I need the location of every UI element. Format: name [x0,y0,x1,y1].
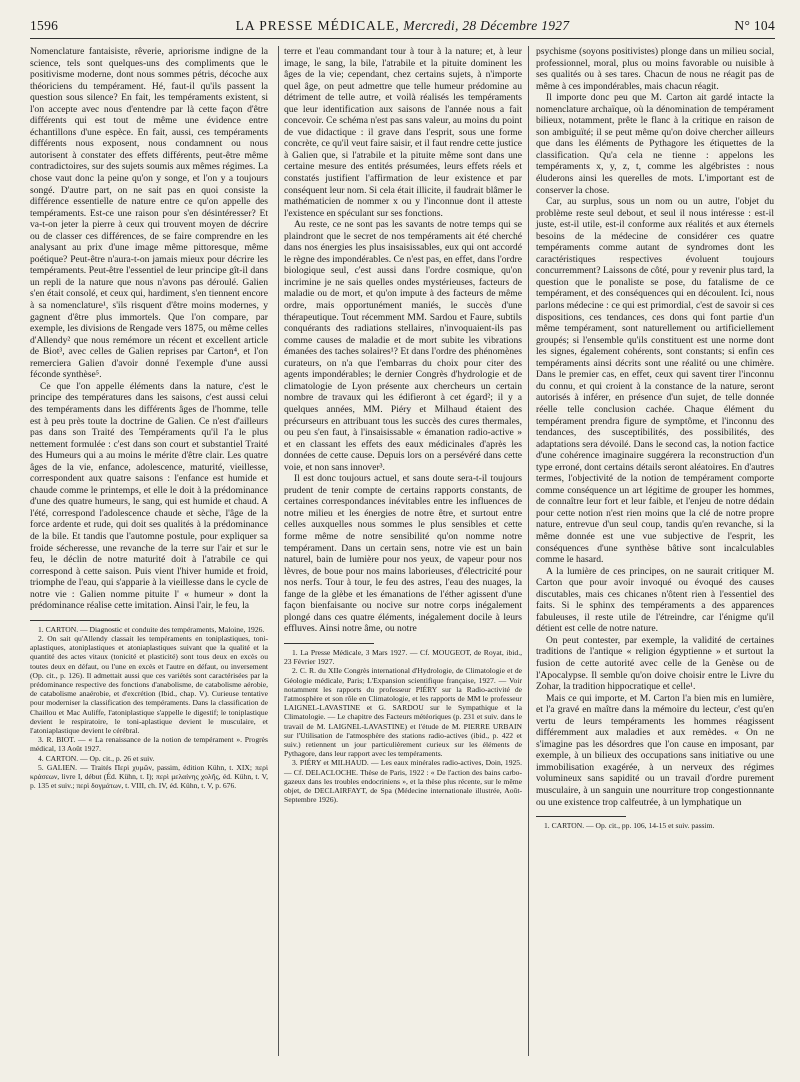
paragraph: Car, au surplus, sous un nom ou un autre, l'objet du problème reste seul debout, et seul il nous intéresse : est-il juste, est-il utile, est-il conforme aux réalités et aux éternels besoins de la médecine de considérer ces quatre tempéraments comme autant de syndromes dont les caractéristiques respectives évoluent toujours concurremment? Laissons de côté, pour y revenir plus tard, la question que le ponaliste se pose, du fatalisme de ce tempérament, et des conséquences qui en découlent. Ici, nous parlons médecine : ce qui est primordial, c'est de savoir si ces dispositions, ces tendances, ces dons qui font partie d'un même tempérament, sont naturellement ou artificiellement groupés; si l'ensemble qu'ils constituent est une norme dont les signes, également cohérents, sont constants; si enfin ces tempéraments ainsi décrits sont une réalité ou une chimère. Dans le premier cas, en effet, ceux qui savent tirer l'inconnu du connu, et qui croient à la constance de la nature, seront autorisés à inférer, en présence d'un sujet, de telle donnée réelle telle conclusion cachée. Chaque élément du tempérament prendra figure de symptôme, et l'inconnu des tendances, des susceptibilités, des possibilités, des adaptations sera dévoilé. Dans le second cas, la notion factice d'une cohérence imaginaire suggérera la reconstruction d'un type erroné, dont certains détails seront aléatoires. En d'autres termes, l'objectivité de la notion de tempérament comporte comme conséquence un art légitime de grouper les hommes, de connaître leur fort et leur faible, et l'enjeu de notre dédain pour cette notion n'est rien moins que la clé de notre propre nature, entrevue d'un seul coup, tandis qu'en revanche, si la même donnée est une vue subjective de l'esprit, les conséquences d'une synthèse bâtive sont incalculables comme le hasard. [536,196,774,566]
paragraph: Il importe donc peu que M. Carton ait gardé intacte la nomenclature archaïque, où la dénomination de tempérament bilieux, notamment, prête le flanc à la critique en raison de son ambiguïté; il se peut même qu'on doive chercher ailleurs que dans les éléments de Pythagore les étiquettes de la classification. Qu'a cela ne tienne : appelons les tempéraments x, y, z, t, comme les algébristes : nous éluderons ainsi les querelles de mots. L'important est de conserver la chose. [536,92,774,196]
column-2 [284,46,522,804]
header-rule [30,38,775,39]
paragraph: Nomenclature fantaisiste, rêverie, apriorisme indigne de la science, tels sont quelques-uns des compliments que le positivisme moderne, dont nous sommes pétris, décoche aux théoriciens du tempérament. Hé, faut-il qu'ils passent la question sous silence? En fait, les tempéraments existent, si l'on accepte avec nous d'entendre par là cette façon d'être différents qui est tout de même une évidence entre échantillons d'une espèce. En fait, aussi, ces tempéraments différents nous exposent, nous condamnent ou nous autorisent à constater des effets différents, peut-être même contradictoires, sur des sujets soumis aux mêmes régimes. La chose vaut donc la peine qu'on y songe, et l'on y a toujours songé. D'autre part, on ne sait pas en quoi consiste la différence essentielle de nature entre ce qu'on appelle des tempéraments. Est-ce une raison pour s'en désintéresser? Et va-t-on jeter la pierre à ceux qui trouvent moyen de décrire ou de classer ces différences, de se faire comprendre en les analysant au prix d'une image même pittoresque, même poétique? Peut-être n'aura-t-on jamais mieux pour décrire les tempéraments. Peut-être l'essentiel de leur principe gît-il dans un repli de la nature que nous n'avons pas déroulé. Galien s'en était consolé, et ceux qui, hardiment, s'en tiennent encore à sa nomenclature¹, s'ils risquent d'être moins modernes, y gagnent d'être plus immortels. Que l'on compare, par exemple, les divisions de Rengade vers 1875, ou même celles d'Allendy² que nous remémore un récent et excellent article de Biot³, avec celles de Galien reprises par Carton⁴, et l'on remerciera Galien d'avoir donné l'exemple d'une aussi féconde synthèse⁵. [30,46,268,381]
footnote: 1. La Presse Médicale, 3 Mars 1927. — Cf. MOUGEOT, de Royat, ibid., 23 Février 1927. [284,647,522,667]
journal-title-line [30,18,775,34]
paragraph: psychisme (soyons positivistes) plonge dans un milieu social, professionnel, moral, plus ou moins favorable ou nuisible à ses qualités ou à ses tares. Chacun de nous ne réagit pas de même à ces impondérables, mais chacun réagit. [536,46,774,92]
footnote: 2. C. R. du XIIe Congrès international d'Hydrologie, de Climatologie et de Géologie médicale, Paris; L'Expansion scientifique française, 1927. — Voir notamment les rapports du professeur PIÉRY sur la Radio-activité de l'atmosphère et son rôle en Climatologie, et les rapports de MM le professeur LAIGNEL-LAVASTINE et G. SARDOU sur le Sympathique et la Climatologie. — Le chapitre des Facteurs météoriques (p. 231 et suiv. dans le travail de M. LAIGNEL-LAVASTINE) et l'étude de M. PIERRE URBAIN sur l'Utilisation de l'atmosphère des stations radio-actives (ibid., p. 422 et suiv.) retiennent un jour particulièrement curieux sur les éléments de Pythagore, dans leur rapport avec les tempéraments. [284,666,522,759]
footnote: 3. R. BIOT. — « La renaissance de la notion de tempérament ». Progrès médical, 13 Août 1927. [30,735,268,754]
issue-date: Mercredi, 28 Décembre 1927 [403,18,570,33]
running-header [30,12,775,38]
issue-number: N° 104 [734,18,775,33]
paragraph: terre et l'eau commandant tour à tour à la nature; et, à leur image, le sang, la bile, l'atrabile et la pituite dominent les âges de la vie; cependant, chez certains sujets, à n'importe quel âge, on peut admettre que telle humeur prédomine au détriment de telle autre, et voilà réalisés les tempéraments que leur identification aux saisons de l'année nous a fait concevoir. Ce schéma n'est pas sans valeur, au moins du point de vue didactique : il grave dans l'esprit, sous une forme concrète, ce qu'il veut faire saisir, et il faut rendre cette justice à Galien que, si l'atrabile et la pituite même sont dans une certaine mesure des entités présumées, leurs effets réels et constatés justifient l'affirmation de leur existence et par conséquent leur nom. Si cela était illicite, il faudrait blâmer le mathématicien de nommer x ou y l'inconnue dont il atteste l'existence en spéculant sur ses fonctions. [284,46,522,219]
paragraph: Il est donc toujours actuel, et sans doute sera-t-il toujours prudent de tenir compte de certains rapports constants, de certaines correspondances inévitables entre les influences de notre milieu et les énergies de notre être, et surtout entre celles auxquelles nous sommes le plus sensibles et cette forme même de notre sensibilité qu'on nomme notre tempérament. Dans un certain sens, notre vie est un bain naturel, bain de lumière pour nos yeux, de vapeur pour nos lèvres, de boue pour nos mains laborieuses, d'électricité pour nos nerfs. Tour à tour, le feu des astres, l'eau des nuages, la fange de la glèbe et les émanations de l'éther agissent d'une façon bienfaisante ou nocive sur notre corps inégalement plongé dans ces quatre éléments, inégalement docile à leurs effluves. Ainsi notre âme, ou notre [284,473,522,635]
paragraph: Mais ce qui importe, et M. Carton l'a bien mis en lumière, et l'a gravé en maître dans la mémoire du lecteur, c'est qu'en vertu de leurs tempéraments les hommes réagissent différemment aux maladies et aux remèdes. « On ne s'imagine pas les désordres que l'on cause en imposant, par exemple, à un bilieux des occupations sans initiative ou une immobilisation exagérée, à un nerveux des régimes volumineux sans sapidité ou un travail d'ordre purement musculaire, à un sanguin une nourriture trop congestionnante ou une existence trop calfeutrée, à un lymphatique un [536,692,774,808]
footnote: 5. GALIEN. — Traités Περὶ χυμῶν, passim, édition Kühn, t. XIX; περὶ κράσεων, livre I, début (Éd. Kühn, t. I); περὶ μελαίνης χολῆς, éd. Kühn, t. V, p. 135 et suiv.; περὶ δογμάτων, t. VIII, ch. IV, éd. Kühn, t. V, p. 676. [30,762,268,791]
footnote-rule [284,643,374,644]
column-separator [528,46,529,1056]
paragraph: Ce que l'on appelle éléments dans la nature, c'est le principe des températures dans les saisons, c'est aussi celui des tempéraments dans les différents âges de l'homme, telle est à peu près toute la doctrine de Galien. Ce n'est d'ailleurs pas dans son Traité des Tempéraments qu'il l'a le plus nettement formulée : c'est dans son court et substantiel Traité des Humeurs qui a au moins le mérite d'être clair. Les quatre âges de la vie, enfance, adolescence, maturité, vieillesse, correspondent aux quatre saisons : l'enfance est humide et chaude comme le printemps, et elle le doit à la prédominance d'une des quatre humeurs, le sang, qui est humide et chaud. A l'été, correspond l'adolescence chaude et sèche, l'âge de la force ardente et rude, qui doit ses qualités à la prédominance de la bile. Et tandis que l'automne postule, pour expliquer sa froide sécheresse, une revanche de la terre sur l'air et sur le feu, le déclin de notre maturité doit à l'atrabile ce qui correspond à cette saison. Puis vient l'hiver humide et froid, triomphe de l'eau, qui s'apparie à la vieillesse dans le cycle de notre vie : Galien nomme pituite l' « humeur » dont la prédominance réalise cette imitation. Ainsi l'air, le feu, la [30,380,268,612]
column-separator [278,46,279,1056]
footnote: 2. On sait qu'Allendy classait les tempéraments en toniplastiques, toni-aplastiques, atoniplastiques et atoniaplastiques suivant que la qualité et la quantité des actes vitaux (tonicité et plasticité) sont tous deux en excès ou toutes deux en défaut, ou l'une en excès et l'autre en défaut, ou inversement (Op. cit., p. 126). Il admettait aussi que ces variétés sont caractérisées par la prédominance respective des fonctions d'anabolisme, de catabolisme aérobie, de catabolisme anaérobie, et d'excrétion (Ibid., chap. V). Curieuse tentative pour moderniser la classification des tempéraments. Dans la classification de Chaillou et Mac Auliffe, l'atoniplastique s'appelle le digestif; le toniplastique devient le respiratoire, le toni-aplastique devient le musculaire, et l'atoniaplastique devient le cérébral. [30,634,268,736]
column-3 [536,46,774,830]
footnote: 1. CARTON. — Diagnostic et conduite des tempéraments, Maloine, 1926. [38,624,265,634]
footnote: 4. CARTON. — Op. cit., p. 26 et suiv. [38,753,155,763]
footnote: 3. PIÉRY et MILHAUD. — Les eaux minérales radio-actives, Doin, 1925. — Cf. DELACLOCHE. Thèse de Paris, 1922 : « De l'action des bains carbo-gazeux dans les troubles endocriniens », et la thèse plus récente, sur le même objet, de DECLAIRFAYT, de Spa (Médecine internationale illustrée, Août-Septembre 1926). [284,758,522,805]
paragraph: Au reste, ce ne sont pas les savants de notre temps qui se plaindront que le secret de nos tempéraments ait été cherché dans nos énergies les plus insaisissables, eux qui ont accordé le règne des impondérables. Ce n'est pas, en effet, dans l'ordre biologique seul, c'est aussi dans l'ordre cosmique, qu'on incrimine je ne sais quelles ondes mystérieuses, facteurs de maladie ou de mort, et qu'on impute à des facteurs de même ordre, mais opportunément maniés, le succès d'une thérapeutique. Tout récemment MM. Sardou et Faure, subtils conquérants des radiations stellaires, n'invoquaient-ils pas comme causes de maladie et de mort subite les vibrations émanées des taches solaires¹? Et dans l'ordre des phénomènes curateurs, on n'a que l'embarras du choix pour citer des agents impondérables; le dernier Congrès d'hydrologie et de climatologie de Lyon présente aux chercheurs un certain nombre de travaux qui les édifieront à cet égard²; il y a quelques années, MM. Piéry et Milhaud étaient des précurseurs en attribuant tous les succès des cures thermales, ou peu s'en faut, à l'insaisissable « émanation radio-active » et en classant les effets des eaux médicinales d'après les données de cette cause. Depuis lors on a persévéré dans cette voie, et non sans innover³. [284,219,522,473]
page-number: 1596 [30,18,59,33]
journal-name: LA PRESSE MÉDICALE, [235,18,400,33]
footnote: 1. CARTON. — Op. cit., pp. 106, 14-15 et suiv. passim. [544,821,715,831]
column-1 [30,46,268,790]
paragraph: On peut contester, par exemple, la validité de certaines traditions de l'antique « religion égyptienne » et surtout la fusion de cette autorité avec celle de la Genèse ou de l'Apocalypse. Il semble qu'on doive choisir entre le Livre du Zohar, la tradition hippocratique et celle¹. [536,634,774,693]
paragraph: A la lumière de ces principes, on ne saurait critiquer M. Carton que pour avoir invoqué ou évoqué des causes discutables, mais ces chicanes n'ôtent rien à l'essentiel des faits. Si le sphinx des tempéraments a des apparences fabuleuses, il reste utile de l'étreindre, car l'énigme qu'il détient est celle de notre nature. [536,565,774,635]
footnote-rule [30,620,120,621]
footnote-rule [536,816,626,817]
